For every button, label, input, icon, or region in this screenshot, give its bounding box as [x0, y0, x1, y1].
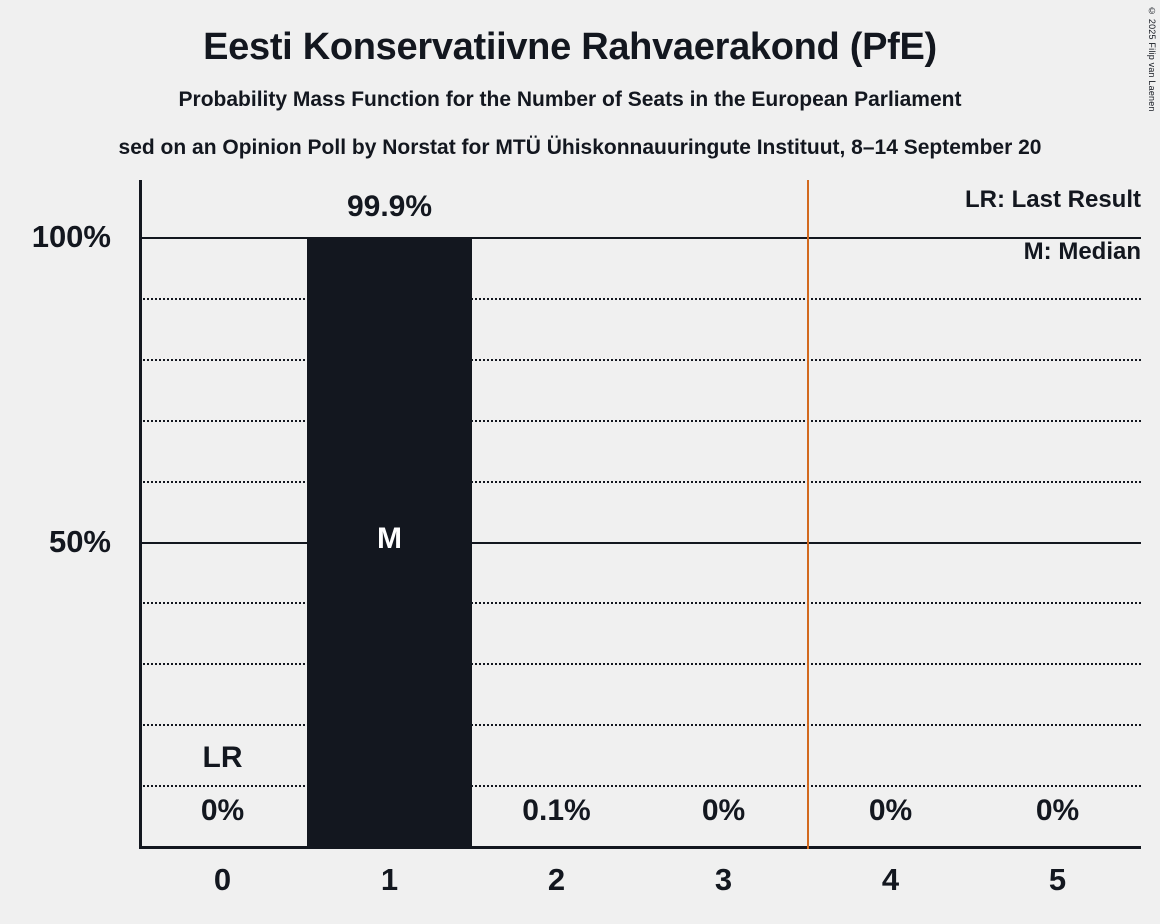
legend-last-result: LR: Last Result: [964, 186, 1141, 213]
bar-value-label: 99.9%: [346, 189, 433, 223]
x-axis: [139, 846, 1141, 849]
gridline: [139, 663, 1141, 665]
bar-value-label: 0%: [1035, 794, 1080, 827]
x-axis-tick-label: 1: [380, 862, 399, 897]
gridline: [139, 602, 1141, 604]
x-axis-tick-label: 0: [213, 862, 232, 897]
y-axis-tick-label: 50%: [48, 523, 111, 559]
bar-value-label: 0%: [868, 794, 913, 827]
chart-title: Eesti Konservatiivne Rahvaerakond (PfE): [203, 26, 937, 68]
plot-area: [31, 180, 1141, 849]
gridline: [139, 298, 1141, 300]
median-marker: M: [376, 521, 402, 555]
x-axis-tick-label: 3: [714, 862, 733, 897]
x-axis-tick-label: 5: [1048, 862, 1067, 897]
gridline: [139, 724, 1141, 726]
last-result-marker: LR: [202, 741, 243, 774]
chart-subtitle: Probability Mass Function for the Number of Seats in the European Parliament: [178, 88, 962, 111]
bar-value-label: 0%: [701, 794, 746, 827]
x-axis-tick-label: 2: [547, 862, 566, 897]
bar-value-label: 0.1%: [522, 794, 591, 827]
x-axis-tick-label: 4: [881, 862, 900, 897]
y-axis-tick-label: 100%: [31, 219, 111, 254]
bar: [307, 238, 471, 846]
legend-median: M: Median: [1023, 238, 1141, 265]
chart-source-line: sed on an Opinion Poll by Norstat for MTÜ Ühiskonnauuringute Instituut, 8–14 September 20: [118, 136, 1042, 159]
gridline: [139, 481, 1141, 483]
gridline: [139, 359, 1141, 361]
bar-value-label: 0%: [200, 794, 245, 827]
copyright-notice: © 2025 Filip van Laenen: [1147, 6, 1157, 112]
gridline: [139, 420, 1141, 422]
gridline: [139, 542, 1141, 544]
gridline: [139, 785, 1141, 787]
gridline: [139, 237, 1141, 239]
last-result-line: [807, 180, 809, 849]
